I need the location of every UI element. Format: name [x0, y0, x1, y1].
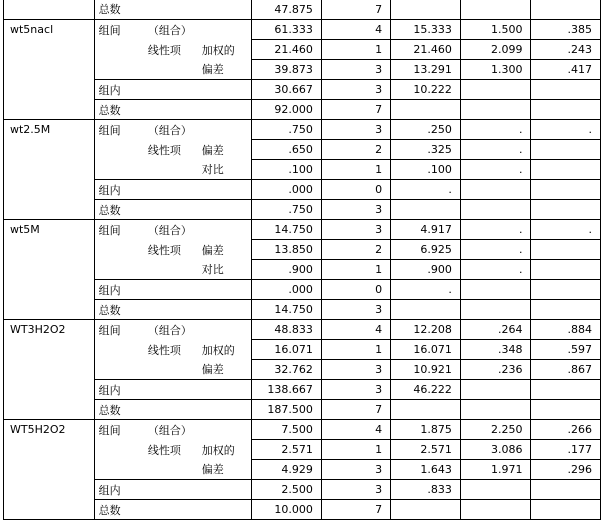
source-cell: 组内: [94, 380, 144, 400]
subsource-cell: [144, 160, 198, 180]
variable-cell: [4, 40, 95, 60]
sum-of-squares-cell: 14.750: [252, 220, 322, 240]
sum-of-squares-cell: 10.000: [252, 500, 322, 520]
mean-square-cell: [391, 100, 461, 120]
sum-of-squares-cell: 16.071: [252, 340, 322, 360]
f-cell: [460, 100, 531, 120]
f-cell: [460, 480, 531, 500]
table-row: [4, 480, 601, 500]
f-cell: .264: [460, 320, 531, 340]
source-cell: 组间: [94, 320, 144, 340]
sum-of-squares-cell: .000: [252, 180, 322, 200]
subsource-cell: 线性项: [147, 143, 181, 157]
mean-square-cell: 4.917: [391, 220, 461, 240]
mean-square-cell: .833: [391, 480, 461, 500]
subsource-cell: [144, 280, 198, 300]
f-cell: 1.971: [460, 460, 531, 480]
subsource-cell: 线性项: [147, 243, 181, 257]
df-cell: 3: [321, 480, 390, 500]
df-cell: 1: [321, 440, 390, 460]
table-row: [4, 300, 601, 320]
table-row: [4, 220, 601, 240]
table-row: [4, 120, 601, 140]
table-row: [4, 80, 601, 100]
sig-cell: .385: [531, 20, 601, 40]
df-cell: 3: [321, 300, 390, 320]
subsource-cell: [144, 500, 198, 520]
f-cell: 1.500: [460, 20, 531, 40]
mean-square-cell: 1.875: [391, 420, 461, 440]
subsource-cell: 线性项: [147, 43, 181, 57]
mean-square-cell: .: [391, 280, 461, 300]
sum-of-squares-cell: .750: [252, 200, 322, 220]
sig-cell: [531, 140, 601, 160]
sig-cell: [531, 0, 601, 20]
table-row: [4, 180, 601, 200]
df-cell: 3: [321, 360, 390, 380]
term-cell: [198, 380, 252, 400]
f-cell: 2.099: [460, 40, 531, 60]
source-cell: [94, 340, 144, 360]
subsource-cell: [144, 80, 198, 100]
df-cell: 7: [321, 500, 390, 520]
df-cell: 3: [321, 200, 390, 220]
subsource-cell: [144, 180, 198, 200]
df-cell: 3: [321, 220, 390, 240]
subsource-cell: [144, 400, 198, 420]
sum-of-squares-cell: .750: [252, 120, 322, 140]
subsource-cell: [144, 60, 198, 80]
term-cell: [198, 200, 252, 220]
variable-cell: [4, 280, 95, 300]
variable-cell: [4, 440, 95, 460]
mean-square-cell: 16.071: [391, 340, 461, 360]
table-row: [4, 260, 601, 280]
source-cell: 总数: [94, 100, 144, 120]
df-cell: 1: [321, 40, 390, 60]
mean-square-cell: .325: [391, 140, 461, 160]
source-cell: [94, 460, 144, 480]
mean-square-cell: 6.925: [391, 240, 461, 260]
mean-square-cell: [391, 300, 461, 320]
source-cell: 组间: [94, 420, 144, 440]
source-cell: 组间: [94, 120, 144, 140]
variable-cell: wt2.5M: [4, 120, 95, 140]
mean-square-cell: .100: [391, 160, 461, 180]
sig-cell: .: [531, 120, 601, 140]
subsource-cell: [144, 380, 198, 400]
f-cell: 2.250: [460, 420, 531, 440]
f-cell: .236: [460, 360, 531, 380]
f-cell: .: [460, 160, 531, 180]
term-cell: [198, 120, 252, 140]
variable-cell: wt5M: [4, 220, 95, 240]
table-row: [4, 460, 601, 480]
sig-cell: [531, 300, 601, 320]
mean-square-cell: .: [391, 180, 461, 200]
sig-cell: [531, 280, 601, 300]
variable-cell: [4, 0, 95, 20]
df-cell: 3: [321, 80, 390, 100]
f-cell: [460, 180, 531, 200]
source-cell: 组内: [94, 80, 144, 100]
table-row: [4, 440, 601, 460]
term-cell: [198, 80, 252, 100]
df-cell: 0: [321, 180, 390, 200]
mean-square-cell: .250: [391, 120, 461, 140]
sum-of-squares-cell: .100: [252, 160, 322, 180]
variable-cell: [4, 180, 95, 200]
sum-of-squares-cell: 32.762: [252, 360, 322, 380]
variable-cell: [4, 460, 95, 480]
variable-cell: [4, 300, 95, 320]
term-cell: [198, 180, 252, 200]
mean-square-cell: 12.208: [391, 320, 461, 340]
f-cell: [460, 0, 531, 20]
df-cell: 3: [321, 120, 390, 140]
variable-cell: [4, 400, 95, 420]
term-cell: [198, 420, 252, 440]
source-cell: 组间: [94, 20, 144, 40]
df-cell: 4: [321, 420, 390, 440]
df-cell: 7: [321, 0, 390, 20]
sig-cell: [531, 80, 601, 100]
variable-cell: WT5H2O2: [4, 420, 95, 440]
df-cell: 1: [321, 340, 390, 360]
subsource-cell: （组合）: [144, 120, 198, 140]
sig-cell: .: [531, 220, 601, 240]
sig-cell: .266: [531, 420, 601, 440]
term-cell: 对比: [201, 263, 224, 277]
mean-square-cell: 10.222: [391, 80, 461, 100]
sum-of-squares-cell: 138.667: [252, 380, 322, 400]
table-row: [4, 100, 601, 120]
df-cell: 1: [321, 160, 390, 180]
table-row: [4, 340, 601, 360]
f-cell: 3.086: [460, 440, 531, 460]
df-cell: 2: [321, 140, 390, 160]
term-cell: 偏差: [201, 143, 224, 157]
subsource-cell: [144, 460, 198, 480]
table-row: [4, 20, 601, 40]
term-cell: [198, 280, 252, 300]
table-row: [4, 380, 601, 400]
sum-of-squares-cell: 2.500: [252, 480, 322, 500]
sum-of-squares-cell: 2.571: [252, 440, 322, 460]
variable-cell: [4, 480, 95, 500]
variable-cell: [4, 100, 95, 120]
table-row: [4, 240, 601, 260]
term-cell: [198, 320, 252, 340]
variable-cell: [4, 340, 95, 360]
subsource-cell: 线性项: [147, 443, 181, 457]
df-cell: 1: [321, 260, 390, 280]
sig-cell: .243: [531, 40, 601, 60]
source-cell: 总数: [94, 300, 144, 320]
variable-cell: WT3H2O2: [4, 320, 95, 340]
f-cell: [460, 280, 531, 300]
sum-of-squares-cell: 30.667: [252, 80, 322, 100]
f-cell: .348: [460, 340, 531, 360]
term-cell: [198, 480, 252, 500]
term-cell: [198, 300, 252, 320]
sum-of-squares-cell: .900: [252, 260, 322, 280]
f-cell: .: [460, 140, 531, 160]
df-cell: 2: [321, 240, 390, 260]
sig-cell: [531, 380, 601, 400]
table-row: [4, 360, 601, 380]
table-row: [4, 60, 601, 80]
term-cell: 偏差: [201, 63, 224, 77]
df-cell: 7: [321, 100, 390, 120]
source-cell: [94, 240, 144, 260]
table-row: [4, 160, 601, 180]
source-cell: [94, 440, 144, 460]
mean-square-cell: 15.333: [391, 20, 461, 40]
term-cell: 偏差: [201, 363, 224, 377]
sig-cell: [531, 160, 601, 180]
f-cell: 1.300: [460, 60, 531, 80]
source-cell: 组内: [94, 480, 144, 500]
anova-table-body: [4, 0, 601, 520]
mean-square-cell: [391, 400, 461, 420]
subsource-cell: （组合）: [144, 320, 198, 340]
variable-cell: [4, 380, 95, 400]
subsource-cell: [144, 0, 198, 20]
source-cell: [94, 160, 144, 180]
mean-square-cell: 10.921: [391, 360, 461, 380]
mean-square-cell: [391, 500, 461, 520]
sig-cell: [531, 240, 601, 260]
df-cell: 4: [321, 320, 390, 340]
subsource-cell: （组合）: [144, 420, 198, 440]
df-cell: 0: [321, 280, 390, 300]
term-cell: 偏差: [201, 243, 224, 257]
sum-of-squares-cell: 48.833: [252, 320, 322, 340]
df-cell: 3: [321, 460, 390, 480]
source-cell: 总数: [94, 200, 144, 220]
term-cell: [198, 100, 252, 120]
variable-cell: [4, 260, 95, 280]
df-cell: 3: [321, 380, 390, 400]
table-row: [4, 500, 601, 520]
table-row: [4, 420, 601, 440]
mean-square-cell: [391, 0, 461, 20]
source-cell: [94, 60, 144, 80]
source-cell: [94, 40, 144, 60]
table-row: [4, 40, 601, 60]
mean-square-cell: 21.460: [391, 40, 461, 60]
f-cell: [460, 80, 531, 100]
sum-of-squares-cell: 4.929: [252, 460, 322, 480]
variable-cell: [4, 240, 95, 260]
subsource-cell: （组合）: [144, 220, 198, 240]
subsource-cell: [144, 200, 198, 220]
term-cell: 对比: [201, 163, 224, 177]
source-cell: [94, 140, 144, 160]
f-cell: .: [460, 240, 531, 260]
sig-cell: .867: [531, 360, 601, 380]
f-cell: [460, 200, 531, 220]
sum-of-squares-cell: 39.873: [252, 60, 322, 80]
sum-of-squares-cell: 13.850: [252, 240, 322, 260]
f-cell: .: [460, 220, 531, 240]
variable-cell: [4, 80, 95, 100]
f-cell: [460, 380, 531, 400]
f-cell: [460, 300, 531, 320]
source-cell: 总数: [94, 0, 144, 20]
mean-square-cell: 2.571: [391, 440, 461, 460]
subsource-cell: [144, 480, 198, 500]
sig-cell: [531, 100, 601, 120]
f-cell: .: [460, 120, 531, 140]
source-cell: 总数: [94, 400, 144, 420]
variable-cell: wt5nacl: [4, 20, 95, 40]
variable-cell: [4, 500, 95, 520]
term-cell: 偏差: [201, 463, 224, 477]
subsource-cell: [144, 100, 198, 120]
f-cell: .: [460, 260, 531, 280]
variable-cell: [4, 160, 95, 180]
subsource-cell: 线性项: [147, 343, 181, 357]
sum-of-squares-cell: .000: [252, 280, 322, 300]
source-cell: 组内: [94, 180, 144, 200]
anova-table: [3, 0, 601, 520]
f-cell: [460, 400, 531, 420]
sig-cell: [531, 200, 601, 220]
term-cell: 加权的: [201, 343, 235, 357]
term-cell: 加权的: [201, 43, 235, 57]
sum-of-squares-cell: 7.500: [252, 420, 322, 440]
table-row: [4, 0, 601, 20]
df-cell: 3: [321, 60, 390, 80]
mean-square-cell: .900: [391, 260, 461, 280]
source-cell: 组间: [94, 220, 144, 240]
table-row: [4, 200, 601, 220]
sum-of-squares-cell: 61.333: [252, 20, 322, 40]
subsource-cell: [144, 360, 198, 380]
sum-of-squares-cell: 14.750: [252, 300, 322, 320]
table-row: [4, 280, 601, 300]
subsource-cell: [144, 260, 198, 280]
sum-of-squares-cell: .650: [252, 140, 322, 160]
sig-cell: .884: [531, 320, 601, 340]
df-cell: 4: [321, 20, 390, 40]
term-cell: [198, 20, 252, 40]
term-cell: [198, 220, 252, 240]
sig-cell: .417: [531, 60, 601, 80]
term-cell: [198, 500, 252, 520]
sig-cell: [531, 400, 601, 420]
table-row: [4, 140, 601, 160]
table-row: [4, 320, 601, 340]
sum-of-squares-cell: 92.000: [252, 100, 322, 120]
variable-cell: [4, 140, 95, 160]
mean-square-cell: 13.291: [391, 60, 461, 80]
term-cell: [198, 0, 252, 20]
sig-cell: [531, 480, 601, 500]
term-cell: [198, 400, 252, 420]
subsource-cell: [144, 300, 198, 320]
sig-cell: .597: [531, 340, 601, 360]
variable-cell: [4, 200, 95, 220]
f-cell: [460, 500, 531, 520]
source-cell: [94, 260, 144, 280]
sum-of-squares-cell: 187.500: [252, 400, 322, 420]
variable-cell: [4, 60, 95, 80]
sig-cell: [531, 180, 601, 200]
mean-square-cell: [391, 200, 461, 220]
table-row: [4, 400, 601, 420]
source-cell: 总数: [94, 500, 144, 520]
mean-square-cell: 1.643: [391, 460, 461, 480]
sum-of-squares-cell: 21.460: [252, 40, 322, 60]
source-cell: 组内: [94, 280, 144, 300]
source-cell: [94, 360, 144, 380]
term-cell: 加权的: [201, 443, 235, 457]
variable-cell: [4, 360, 95, 380]
sum-of-squares-cell: 47.875: [252, 0, 322, 20]
sig-cell: [531, 260, 601, 280]
mean-square-cell: 46.222: [391, 380, 461, 400]
subsource-cell: （组合）: [144, 20, 198, 40]
sig-cell: [531, 500, 601, 520]
df-cell: 7: [321, 400, 390, 420]
sig-cell: .177: [531, 440, 601, 460]
sig-cell: .296: [531, 460, 601, 480]
